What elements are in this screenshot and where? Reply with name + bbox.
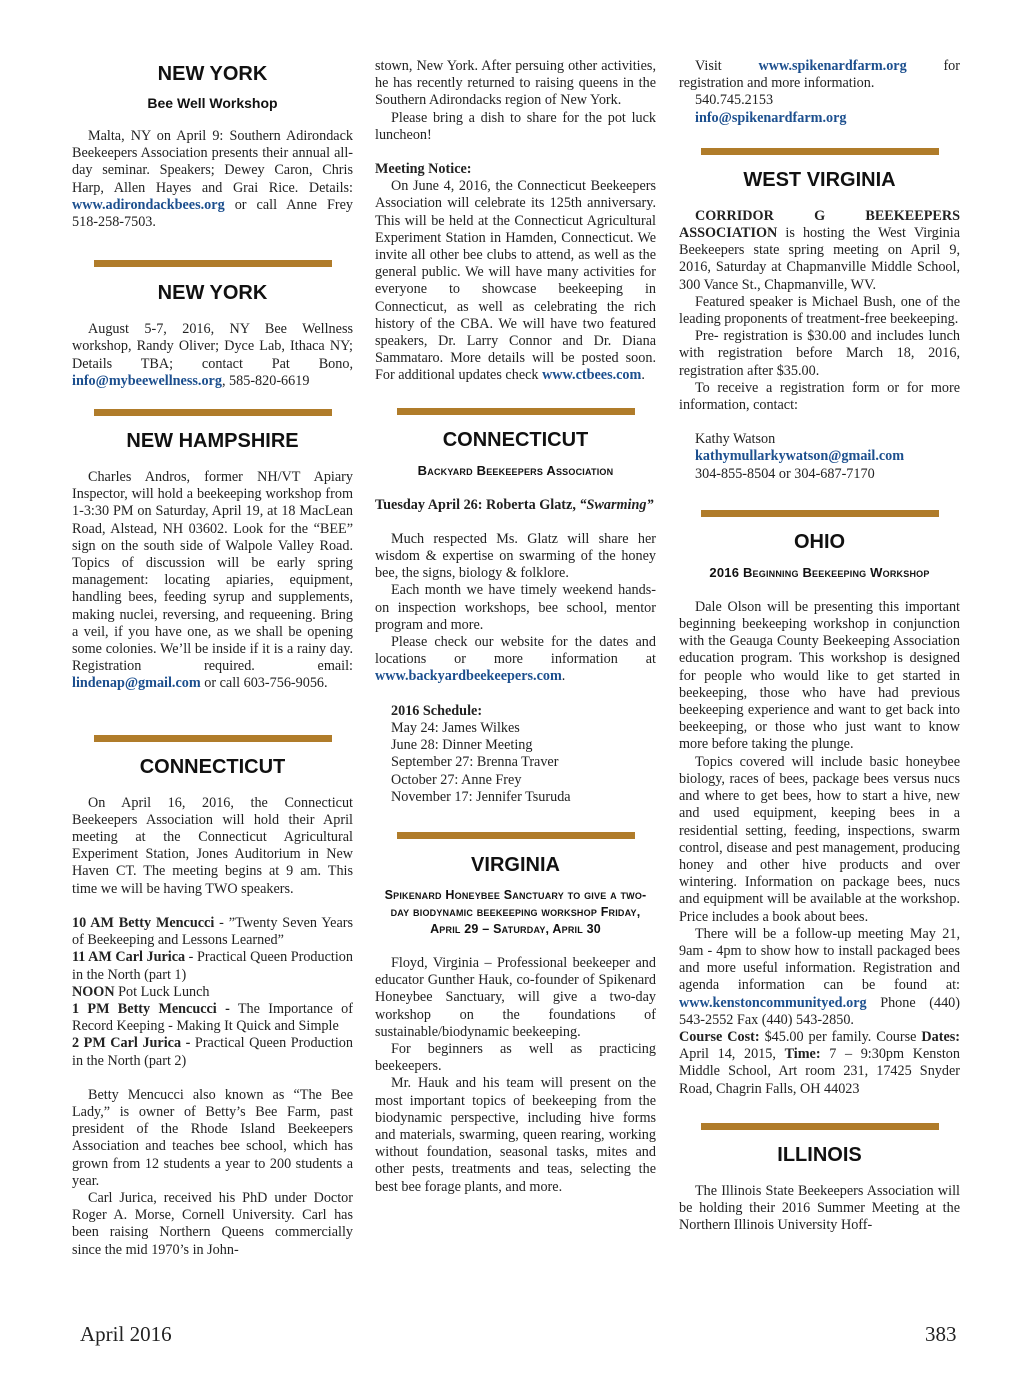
paragraph: Betty Mencucci also known as “The Bee Lady,” is owner of Betty’s Bee Farm, past president of the Rhode Island Beekeepers Association and teaches bee school, which has grown from 12 students a year to 200 students a year. [72, 1086, 353, 1189]
paragraph: Topics covered will include basic honeybee biology, races of bees, package bees versus nucs and where to get bees, how to start a hive, new and used equipment, keeping bees in a residential setting, feeding, inspections, swarm control, disease and pest management, producing honey and other hive products and over wintering. Information on package bees, nucs and equipment will be available at the workshop. Price includes a book about bees. [679, 753, 960, 925]
paragraph: August 5-7, 2016, NY Bee Wellness workshop, Randy Oliver; Dyce Lab, Ithaca NY; Details TBA; contact Pat Bono, info@mybeewellness.org, 585-820-6619 [72, 321, 353, 389]
schedule-item: NOON Pot Luck Lunch [72, 983, 210, 1000]
section-title-new-york-1: NEW YORK [157, 63, 268, 85]
paragraph: CORRIDOR G BEEKEEPERS ASSOCIATION is hosting the West Virginia Beekeepers state spring meeting on April 9, 2016, Saturday at Chapmanville Middle School, 300 Vance St., Chapmanville, WV. [679, 207, 960, 293]
paragraph: The Illinois State Beekeepers Association will be holding their 2016 Summer Meeting at the Northern Illinois University Hoff- [679, 1182, 960, 1234]
paragraph: Visit www.spikenardfarm.org for registration and more information. [679, 58, 960, 92]
divider [701, 510, 939, 517]
link[interactable]: lindenap@gmail.com [72, 675, 201, 692]
email [679, 110, 960, 127]
schedule-item: 2 PM Carl Jurica - Practical Queen Production in the North (part 2) [72, 1035, 353, 1069]
column-3 [679, 58, 960, 1234]
paragraph: Charles Andros, former NH/VT Apiary Inspector, will hold a beekeeping workshop from 1-3:30 PM on Saturday, April 19, at 18 MacLean Road, Alstead, NH 03602. Look for the “BEE” sign on the south side of Walpole Valley Road. Topics of discussion will be early spring management: locating apiaries, equipment, handling bees, feeding syrup and supplements, making nuclei, reversing, and requeening. Bring a veil, if you have one, as we shall be opening some colonies. We’ll be inside if it is a rainy day. Registration required. email: lindenap@gmail.com or call 603-756-9056. [72, 469, 353, 692]
event-heading: Tuesday April 26: Roberta Glatz, “Swarming” [375, 496, 654, 513]
paragraph: Please check our website for the dates and locations or more information at www.backyardbeekeepers.com. [375, 634, 656, 685]
paragraph: Much respected Ms. Glatz will share her wisdom & expertise on swarming of the honey bee, the signs, biology & folklore. [375, 530, 656, 582]
section-title-west-virginia: WEST VIRGINIA [743, 168, 896, 191]
link[interactable]: www.ctbees.com [542, 367, 642, 384]
column-2 [375, 58, 656, 1196]
paragraph: Malta, NY on April 9: Southern Adirondack Beekeepers Association presents their annual all-day seminar. Speakers; Dewey Caron, Chris Harp, Allen Hayes and Grai Rice. Details: www.adirondackbees.org or call Anne Frey 518-258-7503. [72, 128, 353, 231]
meeting-notice-heading: Meeting Notice: [375, 161, 472, 178]
divider [701, 1123, 939, 1130]
paragraph: There will be a follow-up meeting May 21, 9am - 4pm to show how to install packaged bees and more useful information. Registration and agenda information can be found at: www.kenstoncommunityed.org Phone (440) 543-2552 Fax (440) 543-2850. [679, 925, 960, 1028]
schedule-item: November 17: Jennifer Tsuruda [391, 788, 571, 805]
phone: 540.745.2153 [695, 92, 774, 109]
section-title-virginia: VIRGINIA [471, 853, 560, 876]
link[interactable]: www.kenstoncommunityed.org [679, 994, 867, 1011]
section-title-connecticut-2: CONNECTICUT [442, 428, 589, 451]
divider [397, 832, 635, 839]
course-details: Course Cost: $45.00 per family. Course Dates: April 14, 2015, Time: 7 – 9:30pm Kenston Middle School, Art room 231, 17425 Snyder Road, Chagrin Falls, OH 44023 [679, 1028, 961, 1097]
section-title-new-hampshire: NEW HAMPSHIRE [126, 430, 299, 453]
section-subtitle: 2016 Beginning Beekeeping Workshop [709, 564, 930, 580]
link[interactable]: info@mybeewellness.org [72, 372, 222, 389]
schedule-heading: 2016 Schedule: [391, 702, 483, 719]
schedule-item: October 27: Anne Frey [391, 771, 522, 788]
contact-name: Kathy Watson [695, 431, 776, 448]
link[interactable]: kathymullarkywatson@gmail.com [695, 448, 905, 465]
section-title-new-york-2: NEW YORK [157, 282, 268, 305]
divider [94, 409, 332, 416]
schedule-item: May 24: James Wilkes [391, 719, 520, 736]
section-title-ohio: OHIO [793, 530, 846, 553]
paragraph: Carl Jurica, received his PhD under Doctor Roger A. Morse, Cornell University. Carl has been raising Northern Queens commercially since the mid 1970’s in John- [72, 1189, 353, 1258]
divider [94, 260, 332, 267]
column-1 [72, 58, 353, 1259]
section-title-connecticut: CONNECTICUT [139, 755, 286, 778]
paragraph: For beginners as well as practicing beekeepers. [375, 1040, 656, 1075]
paragraph: On April 16, 2016, the Connecticut Beekeepers Association will hold their April meeting at the Connecticut Agricultural Experiment Station, Jones Auditorium in New Haven CT. The meeting begins at 9 am. This time we will be having TWO speakers. [72, 794, 353, 897]
paragraph: Featured speaker is Michael Bush, one of the leading proponents of treatment-free beekeeping. [679, 293, 960, 328]
paragraph: Mr. Hauk and his team will present on the most important topics of beekeeping from the biodynamic perspective, including hive forms and materials, swarming, queen rearing, working without foundation, seasonal tasks, mites and other pests, treatments and teas, selecting the best bee forage plants, and more. [375, 1075, 656, 1195]
paragraph: stown, New York. After persuing other activities, he has recently returned to raising queens in the Southern Adirondacks region of New York. [375, 58, 656, 109]
link[interactable]: www.backyardbeekeepers.com [375, 668, 562, 685]
paragraph: To receive a registration form or for more information, contact: [679, 379, 960, 414]
paragraph: On June 4, 2016, the Connecticut Beekeepers Association will celebrate its 125th anniversary. This will be held at the Connecticut Agricultural Experiment Station in Hamden, Connecticut. We invite all other bee clubs to attend, as well as the general public. We will have many activities for everyone to showcase beekeeping in Connecticut, as well as celebrating the rich history of the CBA. We will have two featured speakers, Dr. Larry Connor and Dr. Diana Sammataro. More details will be posted soon. For additional updates check www.ctbees.com. [375, 178, 656, 384]
section-subtitle: Bee Well Workshop [147, 95, 278, 111]
page-number: 383 [925, 1322, 957, 1346]
section-title-illinois: ILLINOIS [777, 1143, 862, 1166]
schedule-item: September 27: Brenna Traver [391, 754, 559, 771]
schedule-item: June 28: Dinner Meeting [391, 737, 533, 754]
divider [397, 408, 635, 415]
schedule-item: 1 PM Betty Mencucci - The Importance of Record Keeping - Making It Quick and Simple [72, 1000, 353, 1035]
paragraph: Floyd, Virginia – Professional beekeeper and educator Gunther Hauk, co-founder of Spikenard Honeybee Sanctuary, will give a two-day workshop on the foundations of sustainable/biodynamic beekeeping. [375, 954, 656, 1040]
paragraph: Pre- registration is $30.00 and includes lunch with registration before March 18, 2016, registration after $35.00. [679, 328, 960, 379]
section-subtitle: Spikenard Honeybee Sanctuary to give a two-day biodynamic beekeeping workshop Friday, April 29 – Saturday, April 30 [384, 887, 647, 936]
link[interactable]: info@spikenardfarm.org [695, 109, 847, 126]
paragraph: Please bring a dish to share for the pot luck luncheon! [375, 109, 656, 143]
schedule-item: 11 AM Carl Jurica - Practical Queen Production in the North (part 1) [72, 949, 353, 983]
footer-date: April 2016 [80, 1322, 172, 1346]
schedule-item: 10 AM Betty Mencucci - ”Twenty Seven Years of Beekeeping and Lessons Learned” [72, 914, 353, 949]
link[interactable]: www.adirondackbees.org [72, 196, 225, 213]
divider [94, 735, 332, 742]
section-subtitle: Backyard Beekeepers Association [417, 462, 614, 478]
link[interactable]: www.spikenardfarm.org [758, 58, 907, 74]
contact-phone: 304-855-8504 or 304-687-7170 [695, 465, 875, 482]
paragraph: Dale Olson will be presenting this important beginning beekeeping workshop in conjunction with the Geauga County Beekeeping Association education program. This workshop is designed for people who would like to get started in beekeeping, those who have had previous beekeeping experience and want to get back into beekeeping, or those who just want to know more before taking the plunge. [679, 598, 960, 753]
divider [701, 148, 939, 155]
paragraph: Each month we have timely weekend hands-on inspection workshops, bee school, mentor program and more. [375, 582, 656, 633]
contact-email [679, 448, 960, 465]
